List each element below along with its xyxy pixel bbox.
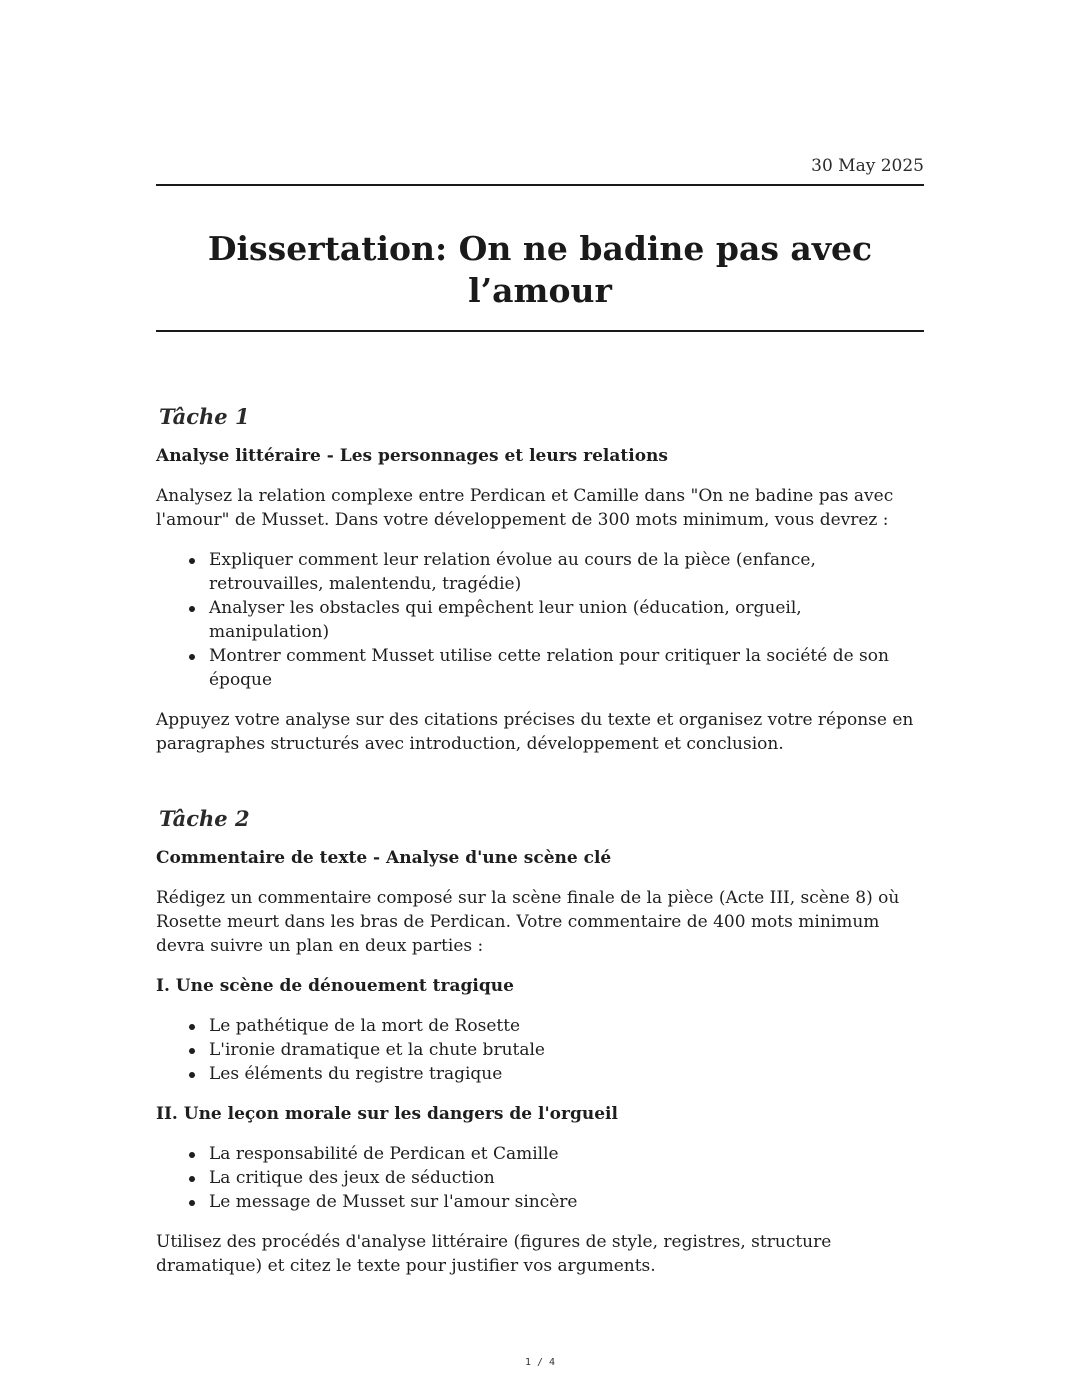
list-item: Le pathétique de la mort de Rosette xyxy=(209,1014,924,1038)
task-2-heading: Tâche 2 xyxy=(159,806,250,831)
part-1-heading: I. Une scène de dénouement tragique xyxy=(156,976,514,996)
task-1-bullet-list xyxy=(156,548,924,692)
part-2-heading: II. Une leçon morale sur les dangers de l'orgueil xyxy=(156,1104,618,1124)
list-item: L'ironie dramatique et la chute brutale xyxy=(209,1038,924,1062)
task-1-heading: Tâche 1 xyxy=(159,404,250,429)
task-1-section xyxy=(156,402,924,756)
page-indicator: 1 / 4 xyxy=(524,1357,556,1368)
part-2-bullet-list xyxy=(156,1142,924,1214)
list-item: Les éléments du registre tragique xyxy=(209,1062,924,1086)
document-date: 30 May 2025 xyxy=(811,156,924,176)
header-rule xyxy=(156,184,924,186)
task-2-intro: Rédigez un commentaire composé sur la scène finale de la pièce (Acte III, scène 8) où Rosette meurt dans les bras de Perdican. Votre commentaire de 400 mots minimum devra suivre un plan en deux parties : xyxy=(156,888,900,956)
list-item: Le message de Musset sur l'amour sincère xyxy=(209,1190,924,1214)
list-item: Analyser les obstacles qui empêchent leur union (éducation, orgueil, manipulation) xyxy=(209,596,924,644)
task-2-section xyxy=(156,804,924,1278)
task-1-intro: Analysez la relation complexe entre Perdican et Camille dans "On ne badine pas avec l'amour" de Musset. Dans votre développement de 300 mots minimum, vous devrez : xyxy=(156,486,894,530)
list-item: La responsabilité de Perdican et Camille xyxy=(209,1142,924,1166)
task-2-subtitle: Commentaire de texte - Analyse d'une scène clé xyxy=(156,848,612,868)
task-1-subtitle: Analyse littéraire - Les personnages et leurs relations xyxy=(156,446,668,466)
title-rule xyxy=(156,330,924,332)
task-1-conclusion: Appuyez votre analyse sur des citations précises du texte et organisez votre réponse en paragraphes structurés avec introduction, développement et conclusion. xyxy=(156,710,914,754)
task-2-conclusion: Utilisez des procédés d'analyse littéraire (figures de style, registres, structure dramatique) et citez le texte pour justifier vos arguments. xyxy=(156,1232,832,1276)
document-title: Dissertation: On ne badine pas avec l’amour xyxy=(207,229,873,310)
part-1-bullet-list xyxy=(156,1014,924,1086)
list-item: Expliquer comment leur relation évolue au cours de la pièce (enfance, retrouvailles, malentendu, tragédie) xyxy=(209,548,924,596)
list-item: Montrer comment Musset utilise cette relation pour critiquer la société de son époque xyxy=(209,644,924,692)
list-item: La critique des jeux de séduction xyxy=(209,1166,924,1190)
